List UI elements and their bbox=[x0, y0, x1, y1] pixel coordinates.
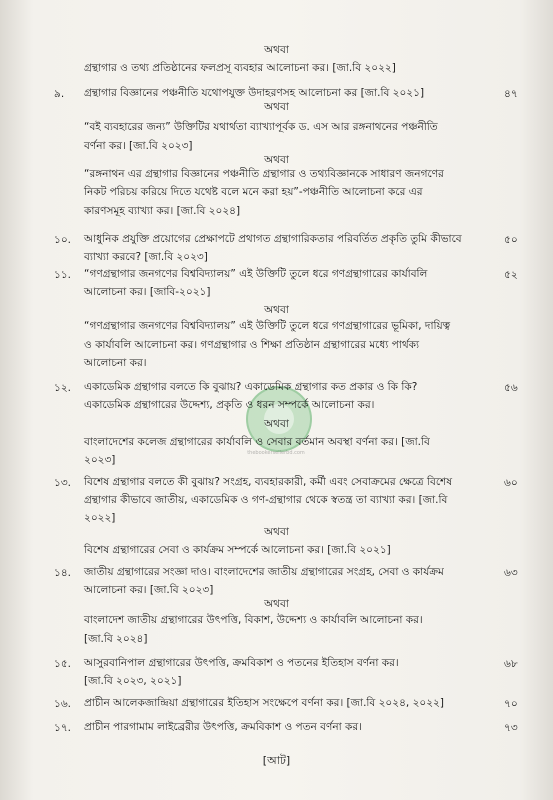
question-text: আলোচনা কর। [জা.বি ২০২৩] bbox=[84, 584, 214, 596]
question-text: “গণগ্রন্থাগার জনগণের বিশ্ববিদ্যালয়” এই উক্তিটি তুলে ধরে গণগ্রন্থাগারের ভূমিকা, দায়িত্ব bbox=[84, 320, 451, 332]
page-number: ৬৩ bbox=[504, 567, 518, 579]
question-text: ২০২২] bbox=[84, 512, 116, 524]
question-text: গ্রন্থাগার বিজ্ঞানের পঞ্চনীতি যথোপযুক্ত উদাহরণসহ আলোচনা কর [জা.বি ২০২১] bbox=[84, 87, 425, 99]
question-text: প্রাচীন আলেকজান্দ্রিয়া গ্রন্থাগারের ইতিহাস সংক্ষেপে বর্ণনা কর। [জা.বি ২০২৪, ২০২২] bbox=[84, 697, 444, 709]
question-text: [জা.বি ২০২৩, ২০২১] bbox=[84, 675, 182, 687]
question-text: আসুরবানিপাল গ্রন্থাগারের উৎপত্তি, ক্রমবিকাশ ও পতনের ইতিহাস বর্ণনা কর। bbox=[84, 657, 399, 669]
or-divider: অথবা bbox=[264, 598, 289, 610]
question-text: একাডেমিক গ্রন্থাগার বলতে কি বুঝায়? একাডেমিক গ্রন্থাগার কত প্রকার ও কি কি? bbox=[84, 381, 418, 393]
question-text: বিশেষ গ্রন্থাগার বলতে কী বুঝায়? সংগ্রহ, ব্যবহারকারী, কর্মী এবং সেবাক্রমের ক্ষেত্রে বিশেষ bbox=[84, 476, 453, 488]
question-number: ৯. bbox=[54, 88, 65, 100]
question-text: গ্রন্থাগার ও তথ্য প্রতিষ্ঠানের ফলপ্রসূ ব্যবহার আলোচনা কর। [জা.বি ২০২২] bbox=[84, 62, 396, 74]
question-number: ১৩. bbox=[54, 477, 71, 489]
watermark-text: thebookersellerbd.com bbox=[247, 450, 305, 456]
question-number: ১৪. bbox=[54, 567, 71, 579]
question-number: ১৬. bbox=[54, 698, 71, 710]
or-divider: অথবা bbox=[264, 304, 289, 316]
question-text: একাডেমিক গ্রন্থাগারের উদ্দেশ্য, প্রকৃতি ও ধরন সম্পর্কে আলোচনা কর। bbox=[84, 399, 375, 411]
question-text: কারণসমূহ ব্যাখ্যা কর। [জা.বি ২০২৪] bbox=[84, 205, 241, 217]
question-number: ১২. bbox=[54, 382, 71, 394]
page-footer: [আট] bbox=[262, 754, 291, 767]
question-text: বাংলাদেশের কলেজ গ্রন্থাগারের কার্যাবলি ও সেবার বর্তমান অবস্থা বর্ণনা কর। [জা.বি bbox=[84, 436, 430, 448]
question-number: ১১. bbox=[54, 269, 71, 281]
question-text: বর্ণনা কর। [জা.বি ২০২৩] bbox=[84, 140, 193, 152]
or-divider: অথবা bbox=[264, 154, 289, 166]
question-text: আলোচনা কর। [জাবি-২০২১] bbox=[84, 286, 211, 298]
question-text: “রঙ্গনাথন এর গ্রন্থাগার বিজ্ঞানের পঞ্চনীতি গ্রন্থাগার ও তথ্যবিজ্ঞানকে সাধারণ জনগণের bbox=[84, 168, 444, 180]
or-divider: অথবা bbox=[264, 101, 289, 113]
or-divider: অথবা bbox=[264, 526, 289, 538]
question-text: [জা.বি ২০২৪] bbox=[84, 633, 148, 645]
question-text: আধুনিক প্রযুক্তি প্রয়োগের প্রেক্ষাপটে প্রথাগত গ্রন্থাগারিকতার পরিবর্তিত প্রকৃতি তুমি কীভাবে bbox=[84, 233, 462, 245]
page-number: ৫০ bbox=[504, 234, 518, 246]
question-number: ১০. bbox=[54, 234, 71, 246]
question-number: ১৫. bbox=[54, 658, 71, 670]
question-text: বিশেষ গ্রন্থাগারের সেবা ও কার্যক্রম সম্পর্কে আলোচনা কর। [জা.বি ২০২১] bbox=[84, 544, 391, 556]
or-divider: অথবা bbox=[264, 44, 289, 56]
page-number: ৭০ bbox=[504, 698, 518, 710]
question-text: আলোচনা কর। bbox=[84, 357, 147, 369]
question-number: ১৭. bbox=[54, 722, 71, 734]
page-number: ৫৬ bbox=[504, 382, 518, 394]
question-text: “গণগ্রন্থাগার জনগণের বিশ্ববিদ্যালয়” এই উক্তিটি তুলে ধরে গণগ্রন্থাগারের কার্যাবলি bbox=[84, 268, 428, 280]
question-text: “বই ব্যবহারের জন্য” উক্তিটির যথার্থতা ব্যাখ্যাপূর্বক ড. এস আর রঙ্গনাথনের পঞ্চনীতি bbox=[84, 121, 438, 133]
question-text: নিকট পরিচয় করিয়ে দিতে যথেষ্ট বলে মনে করা হয়”-পঞ্চনীতি আলোচনা করে এর bbox=[84, 186, 423, 198]
question-text: ও কার্যাবলি আলোচনা কর। গণগ্রন্থাগার ও শিক্ষা প্রতিষ্ঠান গ্রন্থাগারের মধ্যে পার্থক্য bbox=[84, 339, 420, 351]
page-number: ৫২ bbox=[504, 269, 518, 281]
page-number: ৬০ bbox=[504, 477, 518, 489]
question-text: প্রাচীন পারগামাম লাইব্রেরীর উৎপত্তি, ক্রমবিকাশ ও পতন বর্ণনা কর। bbox=[84, 721, 362, 733]
question-text: ব্যাখ্যা করবে? [জা.বি ২০২৩] bbox=[84, 251, 208, 263]
question-text: বাংলাদেশ জাতীয় গ্রন্থাগারের উৎপত্তি, বিকাশ, উদ্দেশ্য ও কার্যাবলি আলোচনা কর। bbox=[84, 614, 423, 626]
page-number: ৪৭ bbox=[504, 88, 518, 100]
page-number: ৬৮ bbox=[504, 658, 518, 670]
question-text: ২০২৩] bbox=[84, 454, 116, 466]
question-text: গ্রন্থাগার কীভাবে জাতীয়, একাডেমিক ও গণ-গ্রন্থাগার থেকে স্বতন্ত্র তা ব্যাখ্যা কর। [জা.বি bbox=[84, 494, 448, 506]
page-number: ৭৩ bbox=[504, 722, 518, 734]
or-divider: অথবা bbox=[264, 418, 289, 430]
question-text: জাতীয় গ্রন্থাগারের সংজ্ঞা দাও। বাংলাদেশের জাতীয় গ্রন্থাগারের সংগ্রহ, সেবা ও কার্যক্রম bbox=[84, 566, 444, 578]
